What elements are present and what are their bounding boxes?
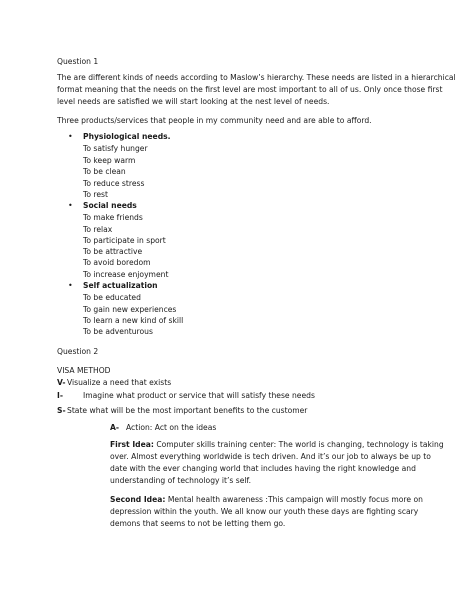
intro-line-3: level needs are satisfied we will start looking at the nest level of needs. — [57, 97, 330, 106]
step-text-i: Imagine what product or service that will satisfy these needs — [83, 391, 315, 400]
step-text-v: Visualize a need that exists — [67, 378, 172, 387]
list-item: To keep warm — [83, 156, 136, 165]
bullet-icon: • — [68, 281, 73, 290]
second-idea-line-1 — [110, 495, 423, 504]
intro-line-2: format meaning that the needs on the first level are most important to all of us. Only once those first — [57, 85, 443, 94]
group-title-social: Social needs — [83, 201, 137, 210]
list-item: To be educated — [83, 293, 141, 302]
intro-line-1: The are different kinds of needs according to Maslow’s hierarchy. These needs are listed in a hierarchical — [57, 73, 456, 82]
first-idea-line-1 — [110, 440, 444, 449]
first-idea-text: Computer skills training center: The world is changing, technology is taking — [153, 440, 444, 449]
list-item: To make friends — [83, 213, 143, 222]
list-item: To satisfy hunger — [83, 144, 148, 153]
list-item: To participate in sport — [83, 236, 166, 245]
list-item: To increase enjoyment — [83, 270, 169, 279]
list-item: To rest — [83, 190, 108, 199]
action-text: Action: Act on the ideas — [126, 423, 217, 432]
first-idea-line-4: understanding of technology it’s self. — [110, 476, 252, 485]
step-letter-s: S- — [57, 406, 66, 415]
bullet-icon: • — [68, 201, 73, 210]
list-item: To be attractive — [83, 247, 143, 256]
list-item: To relax — [83, 225, 113, 234]
question-1-heading: Question 1 — [57, 57, 99, 66]
first-idea-line-3: date with the ever changing world that includes having the right knowledge and — [110, 464, 416, 473]
first-idea-line-2: over. Almost everything worldwide is tech driven. And it’s our job to always be up to — [110, 452, 431, 461]
step-letter-i: I- — [57, 391, 63, 400]
group-title-self-actualization: Self actualization — [83, 281, 158, 290]
list-item: To be clean — [83, 167, 126, 176]
second-idea-text: Mental health awareness :This campaign will mostly focus more on — [165, 495, 423, 504]
list-item: To avoid boredom — [83, 258, 151, 267]
action-letter: A- — [110, 423, 120, 432]
list-item: To be adventurous — [83, 327, 153, 336]
second-idea-line-2: depression within the youth. We all know our youth these days are fighting scary — [110, 507, 419, 516]
list-item: To learn a new kind of skill — [83, 316, 184, 325]
second-idea-label: Second Idea: — [110, 495, 166, 504]
bullet-icon: • — [68, 132, 73, 141]
list-item: To gain new experiences — [83, 305, 177, 314]
list-item: To reduce stress — [83, 179, 145, 188]
lead-sentence: Three products/services that people in my community need and are able to afford. — [57, 116, 372, 125]
second-idea-line-3: demons that seems to not be letting them go. — [110, 519, 286, 528]
method-title: VISA METHOD — [57, 366, 111, 375]
question-2-heading: Question 2 — [57, 347, 99, 356]
step-text-s: State what will be the most important benefits to the customer — [67, 406, 308, 415]
first-idea-label: First Idea: — [110, 440, 154, 449]
group-title-physiological: Physiological needs. — [83, 132, 171, 141]
step-letter-v: V- — [57, 378, 66, 387]
